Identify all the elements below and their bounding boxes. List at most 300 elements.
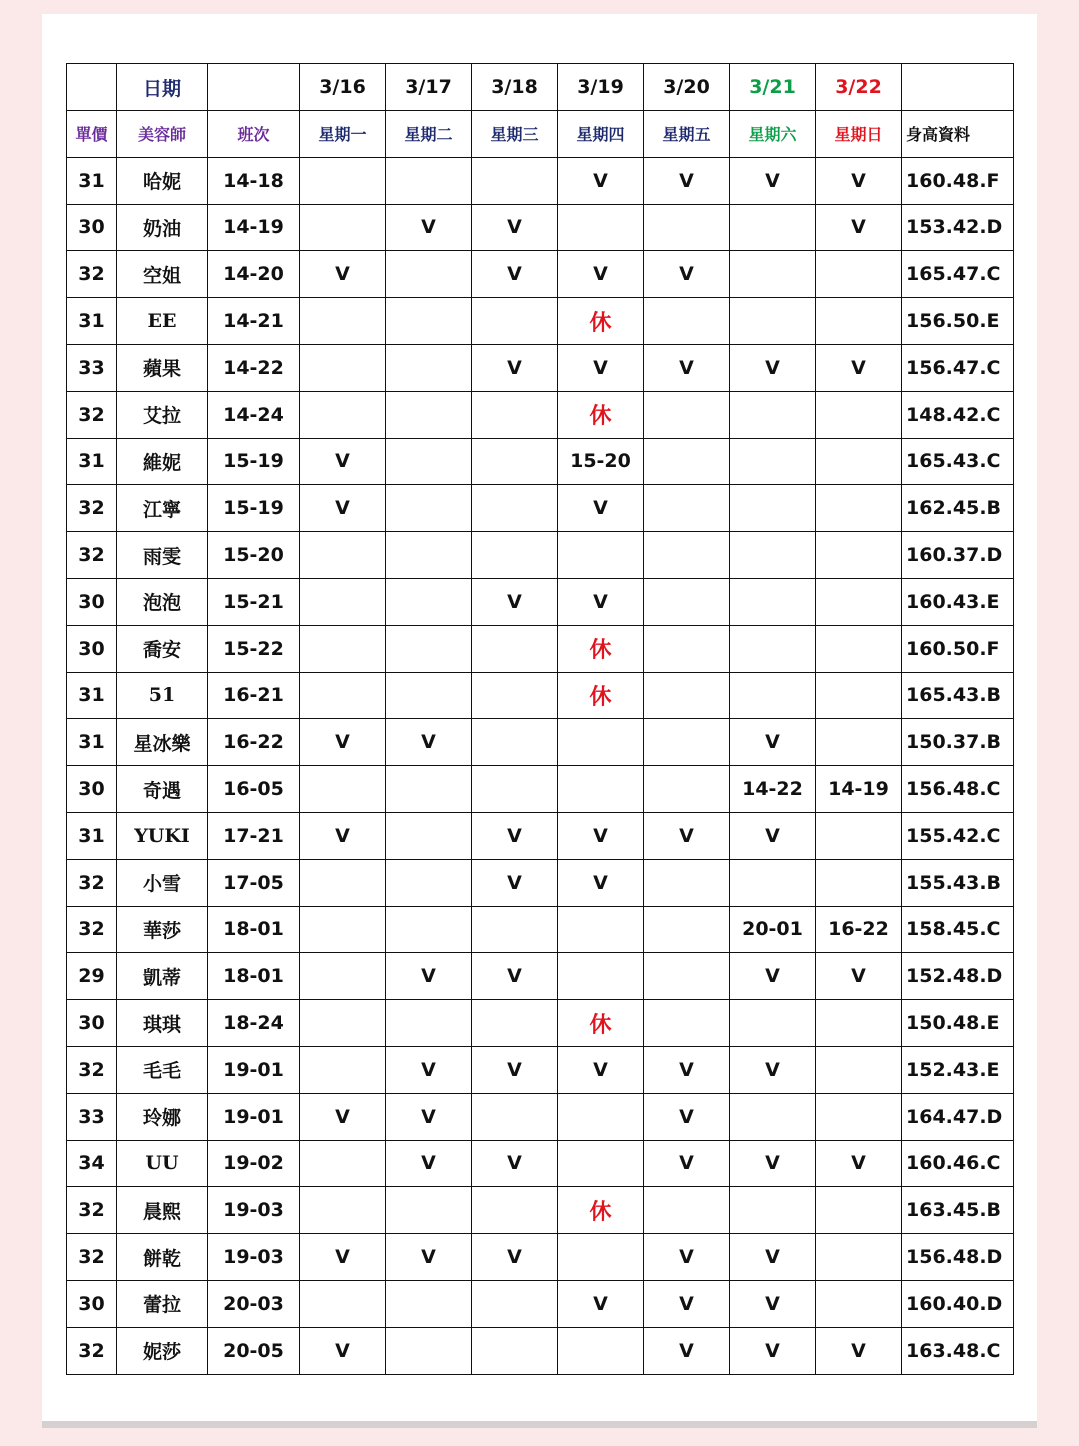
price-cell: 31 [67, 157, 117, 204]
weekday-thu: 星期四 [558, 111, 644, 158]
shift-cell: 14-20 [208, 251, 300, 298]
day-cell: 14-19 [816, 766, 902, 813]
day-cell [472, 672, 558, 719]
shift-cell: 17-05 [208, 859, 300, 906]
height-column-header: 身高資料 [902, 111, 1014, 158]
shift-cell: 14-24 [208, 391, 300, 438]
day-cell [472, 719, 558, 766]
day-cell: 14-22 [730, 766, 816, 813]
day-cell [816, 1046, 902, 1093]
day-cell [300, 532, 386, 579]
day-cell [300, 1046, 386, 1093]
day-cell [472, 906, 558, 953]
day-cell [644, 672, 730, 719]
day-cell [644, 485, 730, 532]
day-cell: 16-22 [816, 906, 902, 953]
day-cell: V [300, 1234, 386, 1281]
weekday-wed: 星期三 [472, 111, 558, 158]
day-cell [644, 578, 730, 625]
day-cell [300, 391, 386, 438]
stylist-name-cell: 雨雯 [117, 532, 208, 579]
day-cell: V [644, 1140, 730, 1187]
height-cell: 160.37.D [902, 532, 1014, 579]
stylist-name-cell: 空姐 [117, 251, 208, 298]
weekday-mon: 星期一 [300, 111, 386, 158]
shift-cell: 19-03 [208, 1234, 300, 1281]
day-cell [644, 532, 730, 579]
day-cell [730, 532, 816, 579]
shift-cell: 19-01 [208, 1046, 300, 1093]
day-cell [300, 157, 386, 204]
empty-header-cell [208, 64, 300, 111]
day-cell: V [300, 438, 386, 485]
table-row [67, 532, 1014, 579]
table-row [67, 204, 1014, 251]
table-row [67, 298, 1014, 345]
height-cell: 153.42.D [902, 204, 1014, 251]
day-cell: V [644, 1280, 730, 1327]
day-cell [300, 766, 386, 813]
price-column-header: 單價 [67, 111, 117, 158]
day-cell [386, 438, 472, 485]
day-cell: V [472, 251, 558, 298]
day-cell: V [472, 1140, 558, 1187]
day-cell [816, 578, 902, 625]
price-cell: 31 [67, 438, 117, 485]
day-cell [644, 438, 730, 485]
day-cell: V [300, 1327, 386, 1374]
price-cell: 30 [67, 1280, 117, 1327]
shift-cell: 14-18 [208, 157, 300, 204]
date-mon: 3/16 [300, 64, 386, 111]
shift-cell: 18-01 [208, 953, 300, 1000]
day-cell: 休 [558, 672, 644, 719]
table-row [67, 438, 1014, 485]
day-cell [300, 672, 386, 719]
day-cell [644, 1187, 730, 1234]
height-cell: 148.42.C [902, 391, 1014, 438]
schedule-table [66, 63, 1014, 1375]
day-cell [816, 391, 902, 438]
day-cell [644, 1000, 730, 1047]
day-cell: V [300, 485, 386, 532]
day-cell [300, 204, 386, 251]
price-cell: 30 [67, 578, 117, 625]
day-cell: V [730, 1234, 816, 1281]
height-cell: 156.48.C [902, 766, 1014, 813]
day-cell [730, 391, 816, 438]
day-cell [472, 1000, 558, 1047]
day-cell: V [300, 1093, 386, 1140]
day-cell: V [472, 859, 558, 906]
table-row [67, 344, 1014, 391]
price-cell: 33 [67, 344, 117, 391]
day-cell: V [300, 251, 386, 298]
shift-cell: 14-21 [208, 298, 300, 345]
stylist-name-cell: UU [117, 1140, 208, 1187]
height-cell: 160.46.C [902, 1140, 1014, 1187]
day-cell [472, 298, 558, 345]
day-cell [644, 906, 730, 953]
day-cell: V [472, 1046, 558, 1093]
day-cell [386, 344, 472, 391]
day-cell [558, 1093, 644, 1140]
shift-cell: 19-02 [208, 1140, 300, 1187]
table-row [67, 1046, 1014, 1093]
day-cell: V [816, 953, 902, 1000]
day-cell [730, 1093, 816, 1140]
height-cell: 163.48.C [902, 1327, 1014, 1374]
day-cell [386, 391, 472, 438]
height-cell: 165.43.C [902, 438, 1014, 485]
price-cell: 32 [67, 1327, 117, 1374]
date-header-row [67, 64, 1014, 111]
day-cell [300, 906, 386, 953]
day-cell: V [730, 812, 816, 859]
day-cell [472, 1327, 558, 1374]
shift-cell: 16-22 [208, 719, 300, 766]
corner-cell [67, 64, 117, 111]
day-cell: V [730, 1280, 816, 1327]
height-cell: 160.43.E [902, 578, 1014, 625]
day-cell [472, 1280, 558, 1327]
day-cell: V [386, 1140, 472, 1187]
day-cell: V [644, 1327, 730, 1374]
shift-cell: 19-03 [208, 1187, 300, 1234]
day-cell: V [730, 1046, 816, 1093]
day-cell [816, 859, 902, 906]
day-cell [472, 391, 558, 438]
day-cell [816, 625, 902, 672]
height-cell: 150.48.E [902, 1000, 1014, 1047]
height-cell: 150.37.B [902, 719, 1014, 766]
day-cell [386, 1280, 472, 1327]
day-cell [644, 204, 730, 251]
day-cell [386, 532, 472, 579]
price-cell: 31 [67, 672, 117, 719]
table-row [67, 672, 1014, 719]
day-cell [558, 204, 644, 251]
day-cell: V [472, 1234, 558, 1281]
day-cell [386, 578, 472, 625]
price-cell: 32 [67, 1234, 117, 1281]
day-cell [730, 251, 816, 298]
day-cell [472, 157, 558, 204]
price-cell: 32 [67, 532, 117, 579]
table-row [67, 578, 1014, 625]
day-cell [386, 906, 472, 953]
price-cell: 32 [67, 859, 117, 906]
height-cell: 160.48.F [902, 157, 1014, 204]
day-cell: V [558, 344, 644, 391]
day-cell [386, 485, 472, 532]
day-cell [816, 1234, 902, 1281]
height-cell: 156.50.E [902, 298, 1014, 345]
price-cell: 32 [67, 1046, 117, 1093]
stylist-name-cell: 泡泡 [117, 578, 208, 625]
price-cell: 32 [67, 1187, 117, 1234]
table-row [67, 906, 1014, 953]
day-cell [730, 438, 816, 485]
day-cell [816, 251, 902, 298]
day-cell [730, 485, 816, 532]
shift-cell: 19-01 [208, 1093, 300, 1140]
day-cell [644, 766, 730, 813]
day-cell [558, 906, 644, 953]
day-cell: 休 [558, 391, 644, 438]
day-cell [472, 485, 558, 532]
shift-cell: 16-05 [208, 766, 300, 813]
stylist-name-cell: YUKI [117, 812, 208, 859]
day-cell [730, 1000, 816, 1047]
day-cell: V [558, 157, 644, 204]
date-sat: 3/21 [730, 64, 816, 111]
height-cell: 164.47.D [902, 1093, 1014, 1140]
day-cell [300, 1140, 386, 1187]
table-row [67, 1234, 1014, 1281]
day-cell [730, 298, 816, 345]
table-row [67, 719, 1014, 766]
day-cell: V [730, 1140, 816, 1187]
day-cell [730, 578, 816, 625]
price-cell: 32 [67, 906, 117, 953]
empty-header-cell [902, 64, 1014, 111]
day-cell [730, 1187, 816, 1234]
stylist-name-cell: 晨熙 [117, 1187, 208, 1234]
day-cell [558, 1140, 644, 1187]
stylist-name-cell: 華莎 [117, 906, 208, 953]
day-cell [644, 625, 730, 672]
day-cell: 15-20 [558, 438, 644, 485]
height-cell: 160.40.D [902, 1280, 1014, 1327]
table-row [67, 1093, 1014, 1140]
price-cell: 34 [67, 1140, 117, 1187]
day-cell [472, 1187, 558, 1234]
shift-cell: 14-19 [208, 204, 300, 251]
day-cell: V [472, 578, 558, 625]
day-cell: V [730, 344, 816, 391]
day-cell [816, 532, 902, 579]
day-cell [730, 859, 816, 906]
table-row [67, 251, 1014, 298]
day-cell: V [472, 204, 558, 251]
table-row [67, 157, 1014, 204]
shift-column-header: 班次 [208, 111, 300, 158]
stylist-name-cell: 艾拉 [117, 391, 208, 438]
day-cell: V [730, 1327, 816, 1374]
price-cell: 30 [67, 1000, 117, 1047]
day-cell [472, 1093, 558, 1140]
day-cell [816, 812, 902, 859]
day-cell [386, 1000, 472, 1047]
stylist-column-header: 美容師 [117, 111, 208, 158]
price-cell: 30 [67, 625, 117, 672]
stylist-name-cell: 喬安 [117, 625, 208, 672]
day-cell: V [730, 157, 816, 204]
price-cell: 33 [67, 1093, 117, 1140]
day-cell: V [386, 719, 472, 766]
day-cell: V [816, 157, 902, 204]
stylist-name-cell: 琪琪 [117, 1000, 208, 1047]
day-cell: V [644, 1046, 730, 1093]
day-cell [644, 298, 730, 345]
day-cell [300, 953, 386, 1000]
day-cell: V [816, 344, 902, 391]
day-cell [386, 672, 472, 719]
shift-cell: 18-24 [208, 1000, 300, 1047]
day-cell [558, 953, 644, 1000]
day-cell: V [558, 485, 644, 532]
day-cell [816, 1280, 902, 1327]
day-cell [300, 1000, 386, 1047]
day-cell [300, 578, 386, 625]
day-cell: 休 [558, 1000, 644, 1047]
day-cell [644, 391, 730, 438]
day-cell: V [386, 204, 472, 251]
day-cell [816, 719, 902, 766]
day-cell [816, 298, 902, 345]
day-cell: V [644, 251, 730, 298]
table-row [67, 859, 1014, 906]
stylist-name-cell: 哈妮 [117, 157, 208, 204]
price-cell: 29 [67, 953, 117, 1000]
day-cell: V [644, 1234, 730, 1281]
day-cell [386, 859, 472, 906]
date-fri: 3/20 [644, 64, 730, 111]
stylist-name-cell: 維妮 [117, 438, 208, 485]
stylist-name-cell: 奶油 [117, 204, 208, 251]
stylist-name-cell: 奇遇 [117, 766, 208, 813]
day-cell: V [386, 1234, 472, 1281]
day-cell [644, 953, 730, 1000]
day-cell [558, 766, 644, 813]
day-cell: V [558, 578, 644, 625]
stylist-name-cell: 星冰樂 [117, 719, 208, 766]
day-cell [558, 1234, 644, 1281]
table-row [67, 1187, 1014, 1234]
price-cell: 31 [67, 812, 117, 859]
day-cell [816, 672, 902, 719]
height-cell: 160.50.F [902, 625, 1014, 672]
height-cell: 162.45.B [902, 485, 1014, 532]
day-cell: V [558, 812, 644, 859]
weekday-sat: 星期六 [730, 111, 816, 158]
day-cell [644, 859, 730, 906]
height-cell: 158.45.C [902, 906, 1014, 953]
shift-cell: 17-21 [208, 812, 300, 859]
day-cell [472, 625, 558, 672]
stylist-name-cell: 餅乾 [117, 1234, 208, 1281]
day-cell [386, 251, 472, 298]
date-wed: 3/18 [472, 64, 558, 111]
day-cell: V [472, 344, 558, 391]
shift-cell: 15-20 [208, 532, 300, 579]
day-cell [730, 204, 816, 251]
stylist-name-cell: 蘋果 [117, 344, 208, 391]
shift-cell: 15-22 [208, 625, 300, 672]
weekday-header-row [67, 111, 1014, 158]
price-cell: 30 [67, 766, 117, 813]
table-row [67, 1000, 1014, 1047]
day-cell: V [558, 1280, 644, 1327]
price-cell: 31 [67, 719, 117, 766]
day-cell: V [558, 859, 644, 906]
shift-cell: 16-21 [208, 672, 300, 719]
day-cell [386, 625, 472, 672]
day-cell [472, 532, 558, 579]
day-cell [558, 719, 644, 766]
day-cell [644, 719, 730, 766]
height-cell: 152.43.E [902, 1046, 1014, 1093]
shift-cell: 15-19 [208, 438, 300, 485]
day-cell [816, 1187, 902, 1234]
date-label: 日期 [117, 64, 208, 111]
day-cell: V [644, 344, 730, 391]
height-cell: 156.47.C [902, 344, 1014, 391]
day-cell: V [558, 251, 644, 298]
day-cell [816, 1000, 902, 1047]
day-cell: V [816, 1327, 902, 1374]
date-thu: 3/19 [558, 64, 644, 111]
table-row [67, 391, 1014, 438]
height-cell: 155.42.C [902, 812, 1014, 859]
table-row [67, 953, 1014, 1000]
weekday-sun: 星期日 [816, 111, 902, 158]
stylist-name-cell: 51 [117, 672, 208, 719]
day-cell [300, 344, 386, 391]
height-cell: 152.48.D [902, 953, 1014, 1000]
day-cell [730, 672, 816, 719]
shift-cell: 15-19 [208, 485, 300, 532]
day-cell: V [730, 719, 816, 766]
day-cell [300, 859, 386, 906]
page-shadow [42, 1421, 1037, 1428]
day-cell: 休 [558, 298, 644, 345]
price-cell: 32 [67, 251, 117, 298]
day-cell [386, 1187, 472, 1234]
stylist-name-cell: EE [117, 298, 208, 345]
table-row [67, 485, 1014, 532]
table-row [67, 766, 1014, 813]
day-cell: V [730, 953, 816, 1000]
day-cell [300, 625, 386, 672]
weekday-tue: 星期二 [386, 111, 472, 158]
day-cell [816, 1093, 902, 1140]
height-cell: 165.43.B [902, 672, 1014, 719]
day-cell: V [300, 719, 386, 766]
weekday-fri: 星期五 [644, 111, 730, 158]
shift-cell: 20-05 [208, 1327, 300, 1374]
day-cell [558, 532, 644, 579]
table-row [67, 812, 1014, 859]
stylist-name-cell: 毛毛 [117, 1046, 208, 1093]
table-row [67, 625, 1014, 672]
table-row [67, 1327, 1014, 1374]
day-cell: V [644, 1093, 730, 1140]
stylist-name-cell: 玲娜 [117, 1093, 208, 1140]
day-cell [730, 625, 816, 672]
day-cell [300, 1187, 386, 1234]
price-cell: 32 [67, 485, 117, 532]
day-cell [472, 766, 558, 813]
day-cell: V [644, 812, 730, 859]
price-cell: 30 [67, 204, 117, 251]
day-cell: V [472, 953, 558, 1000]
day-cell [300, 298, 386, 345]
table-row [67, 1280, 1014, 1327]
day-cell [386, 766, 472, 813]
day-cell: V [386, 1046, 472, 1093]
